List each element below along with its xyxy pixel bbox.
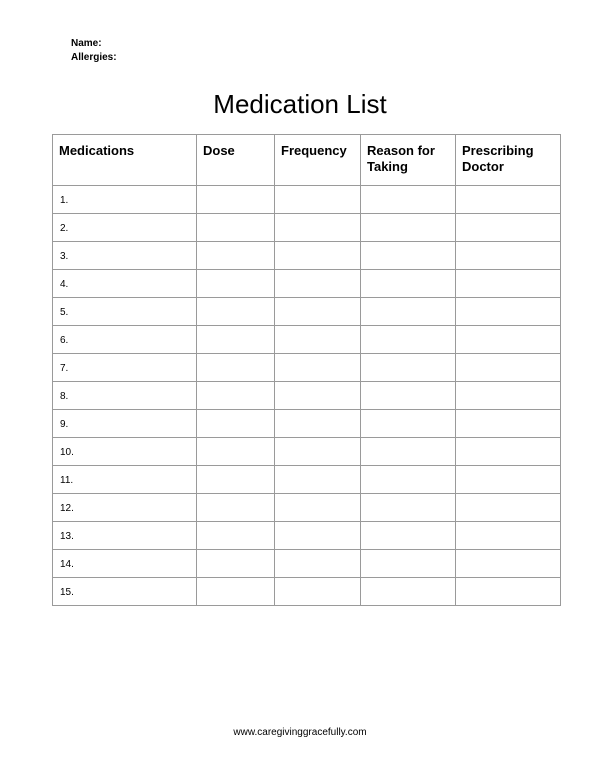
reason-cell[interactable]: [361, 354, 456, 382]
medication-cell[interactable]: 2.: [53, 214, 197, 242]
doctor-cell[interactable]: [456, 270, 561, 298]
frequency-cell[interactable]: [275, 438, 361, 466]
table-row: [53, 550, 561, 578]
dose-cell[interactable]: [197, 466, 275, 494]
reason-cell[interactable]: [361, 270, 456, 298]
frequency-cell[interactable]: [275, 242, 361, 270]
reason-cell[interactable]: [361, 522, 456, 550]
frequency-cell[interactable]: [275, 186, 361, 214]
reason-cell[interactable]: [361, 578, 456, 606]
frequency-cell[interactable]: [275, 550, 361, 578]
table-row: [53, 354, 561, 382]
reason-cell[interactable]: [361, 494, 456, 522]
frequency-cell[interactable]: [275, 214, 361, 242]
doctor-cell[interactable]: [456, 410, 561, 438]
doctor-cell[interactable]: [456, 242, 561, 270]
reason-cell[interactable]: [361, 550, 456, 578]
frequency-cell[interactable]: [275, 326, 361, 354]
reason-cell[interactable]: [361, 326, 456, 354]
table-row: [53, 578, 561, 606]
frequency-cell[interactable]: [275, 578, 361, 606]
medication-cell[interactable]: 6.: [53, 326, 197, 354]
medication-cell[interactable]: 14.: [53, 550, 197, 578]
doctor-cell[interactable]: [456, 466, 561, 494]
dose-cell[interactable]: [197, 326, 275, 354]
table-row: [53, 214, 561, 242]
dose-cell[interactable]: [197, 410, 275, 438]
dose-cell[interactable]: [197, 270, 275, 298]
doctor-cell[interactable]: [456, 438, 561, 466]
dose-cell[interactable]: [197, 550, 275, 578]
doctor-cell[interactable]: [456, 214, 561, 242]
medication-cell[interactable]: 9.: [53, 410, 197, 438]
medication-cell[interactable]: 4.: [53, 270, 197, 298]
dose-cell[interactable]: [197, 522, 275, 550]
dose-cell[interactable]: [197, 242, 275, 270]
frequency-cell[interactable]: [275, 298, 361, 326]
medication-cell[interactable]: 13.: [53, 522, 197, 550]
frequency-cell[interactable]: [275, 382, 361, 410]
table-row: [53, 382, 561, 410]
frequency-cell[interactable]: [275, 466, 361, 494]
medication-cell[interactable]: 10.: [53, 438, 197, 466]
page-title: Medication List: [213, 89, 387, 119]
table-row: [53, 242, 561, 270]
frequency-cell[interactable]: [275, 522, 361, 550]
header-fields: [71, 37, 117, 65]
medication-cell[interactable]: 12.: [53, 494, 197, 522]
dose-cell[interactable]: [197, 578, 275, 606]
dose-cell[interactable]: [197, 298, 275, 326]
reason-cell[interactable]: [361, 298, 456, 326]
medication-cell[interactable]: 7.: [53, 354, 197, 382]
frequency-cell[interactable]: [275, 270, 361, 298]
allergies-label: Allergies:: [71, 52, 117, 63]
reason-cell[interactable]: [361, 438, 456, 466]
doctor-cell[interactable]: [456, 354, 561, 382]
footer-url: www.caregivinggracefully.com: [233, 727, 367, 738]
doctor-cell[interactable]: [456, 186, 561, 214]
reason-cell[interactable]: [361, 382, 456, 410]
medication-cell[interactable]: 3.: [53, 242, 197, 270]
column-header-medications: Medications: [53, 135, 197, 186]
doctor-cell[interactable]: [456, 326, 561, 354]
dose-cell[interactable]: [197, 494, 275, 522]
dose-cell[interactable]: [197, 186, 275, 214]
column-header-frequency: Frequency: [275, 135, 361, 186]
table-row: [53, 466, 561, 494]
frequency-cell[interactable]: [275, 410, 361, 438]
table-row: [53, 410, 561, 438]
medication-cell[interactable]: 5.: [53, 298, 197, 326]
doctor-cell[interactable]: [456, 578, 561, 606]
column-header-doctor: Prescribing Doctor: [456, 135, 561, 186]
doctor-cell[interactable]: [456, 298, 561, 326]
medication-table: [52, 134, 561, 606]
dose-cell[interactable]: [197, 438, 275, 466]
table-row: [53, 494, 561, 522]
table-row: [53, 326, 561, 354]
dose-cell[interactable]: [197, 382, 275, 410]
doctor-cell[interactable]: [456, 382, 561, 410]
frequency-cell[interactable]: [275, 354, 361, 382]
table-row: [53, 298, 561, 326]
medication-cell[interactable]: 11.: [53, 466, 197, 494]
doctor-cell[interactable]: [456, 522, 561, 550]
reason-cell[interactable]: [361, 410, 456, 438]
medication-cell[interactable]: 1.: [53, 186, 197, 214]
table-body: [53, 186, 561, 606]
name-label: Name:: [71, 38, 102, 49]
reason-cell[interactable]: [361, 242, 456, 270]
table-header-row: [53, 135, 561, 186]
table-row: [53, 186, 561, 214]
table-row: [53, 522, 561, 550]
table-row: [53, 438, 561, 466]
medication-cell[interactable]: 15.: [53, 578, 197, 606]
doctor-cell[interactable]: [456, 494, 561, 522]
column-header-dose: Dose: [197, 135, 275, 186]
doctor-cell[interactable]: [456, 550, 561, 578]
dose-cell[interactable]: [197, 354, 275, 382]
column-header-reason: Reason for Taking: [361, 135, 456, 186]
reason-cell[interactable]: [361, 186, 456, 214]
medication-cell[interactable]: 8.: [53, 382, 197, 410]
dose-cell[interactable]: [197, 214, 275, 242]
table-row: [53, 270, 561, 298]
reason-cell[interactable]: [361, 214, 456, 242]
reason-cell[interactable]: [361, 466, 456, 494]
frequency-cell[interactable]: [275, 494, 361, 522]
